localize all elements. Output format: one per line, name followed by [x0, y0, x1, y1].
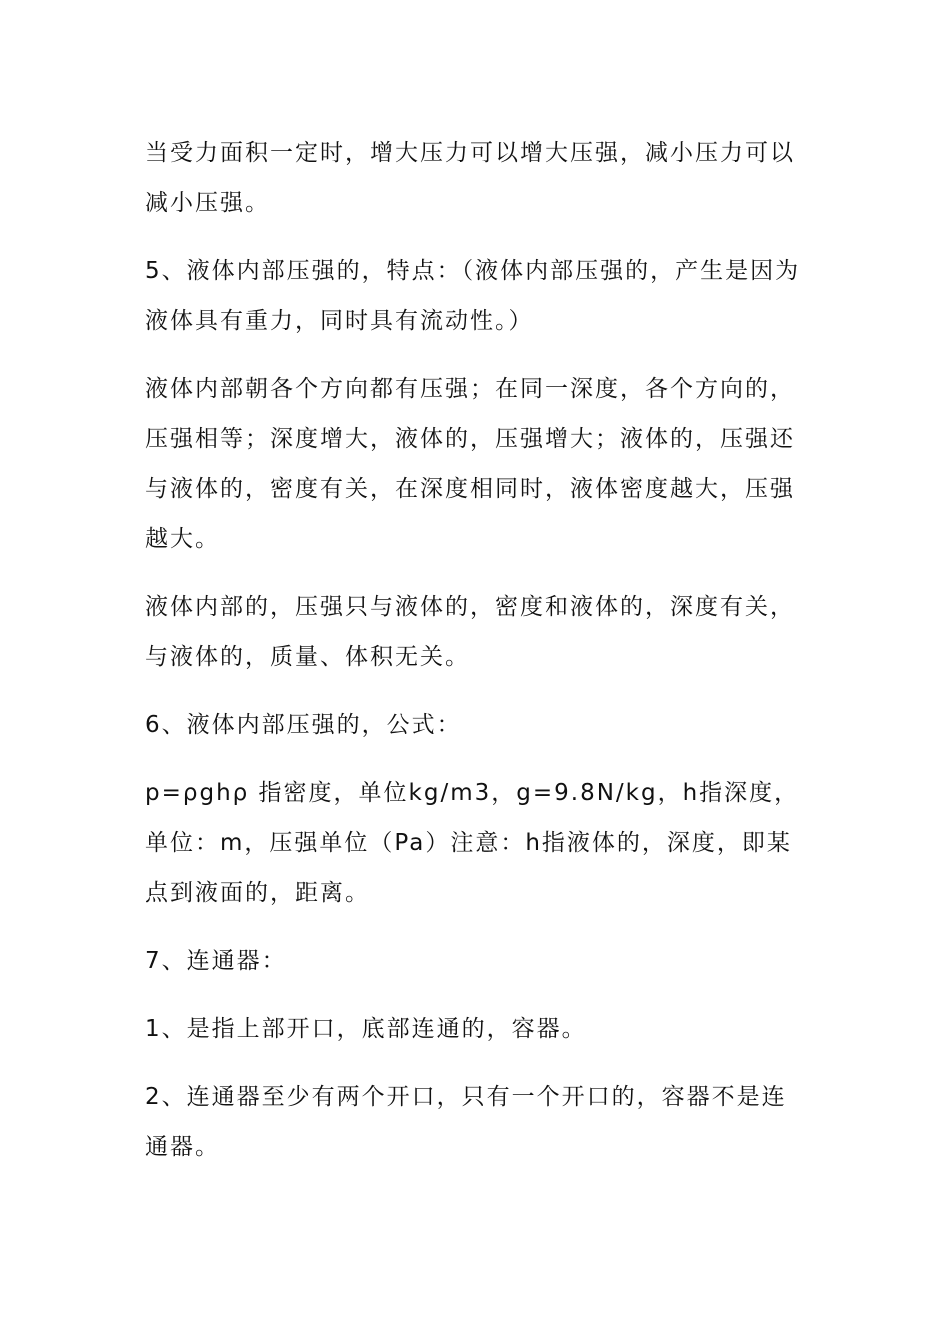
paragraph-liquid-pressure-features: 5、液体内部压强的，特点：（液体内部压强的，产生是因为液体具有重力，同时具有流动性。）	[145, 258, 801, 334]
document-body	[145, 128, 805, 1190]
paragraph-formula: p=ρghρ 指密度，单位kg/m3，g=9.8N/kg，h指深度，单位：m，压强单位（Pa）注意：h指液体的，深度，即某点到液面的，距离。	[145, 780, 800, 906]
paragraph-liquid-pressure-factors: 液体内部的，压强只与液体的，密度和液体的，深度有关，与液体的，质量、体积无关。	[145, 594, 795, 670]
paragraph-liquid-pressure-directions: 液体内部朝各个方向都有压强；在同一深度，各个方向的，压强相等；深度增大，液体的，压强增大；液体的，压强还与液体的，密度有关，在深度相同时，液体密度越大，压强越大。	[145, 376, 795, 552]
paragraph-area-pressure: 当受力面积一定时，增大压力可以增大压强，减小压力可以减小压强。	[145, 140, 795, 216]
paragraph-connected-vessel-openings: 2、连通器至少有两个开口，只有一个开口的，容器不是连通器。	[145, 1084, 787, 1160]
paragraph-formula-heading: 6、液体内部压强的，公式：	[145, 712, 462, 738]
paragraph-connected-vessel-heading: 7、连通器：	[145, 948, 287, 974]
paragraph-connected-vessel-definition: 1、是指上部开口，底部连通的，容器。	[145, 1016, 587, 1042]
